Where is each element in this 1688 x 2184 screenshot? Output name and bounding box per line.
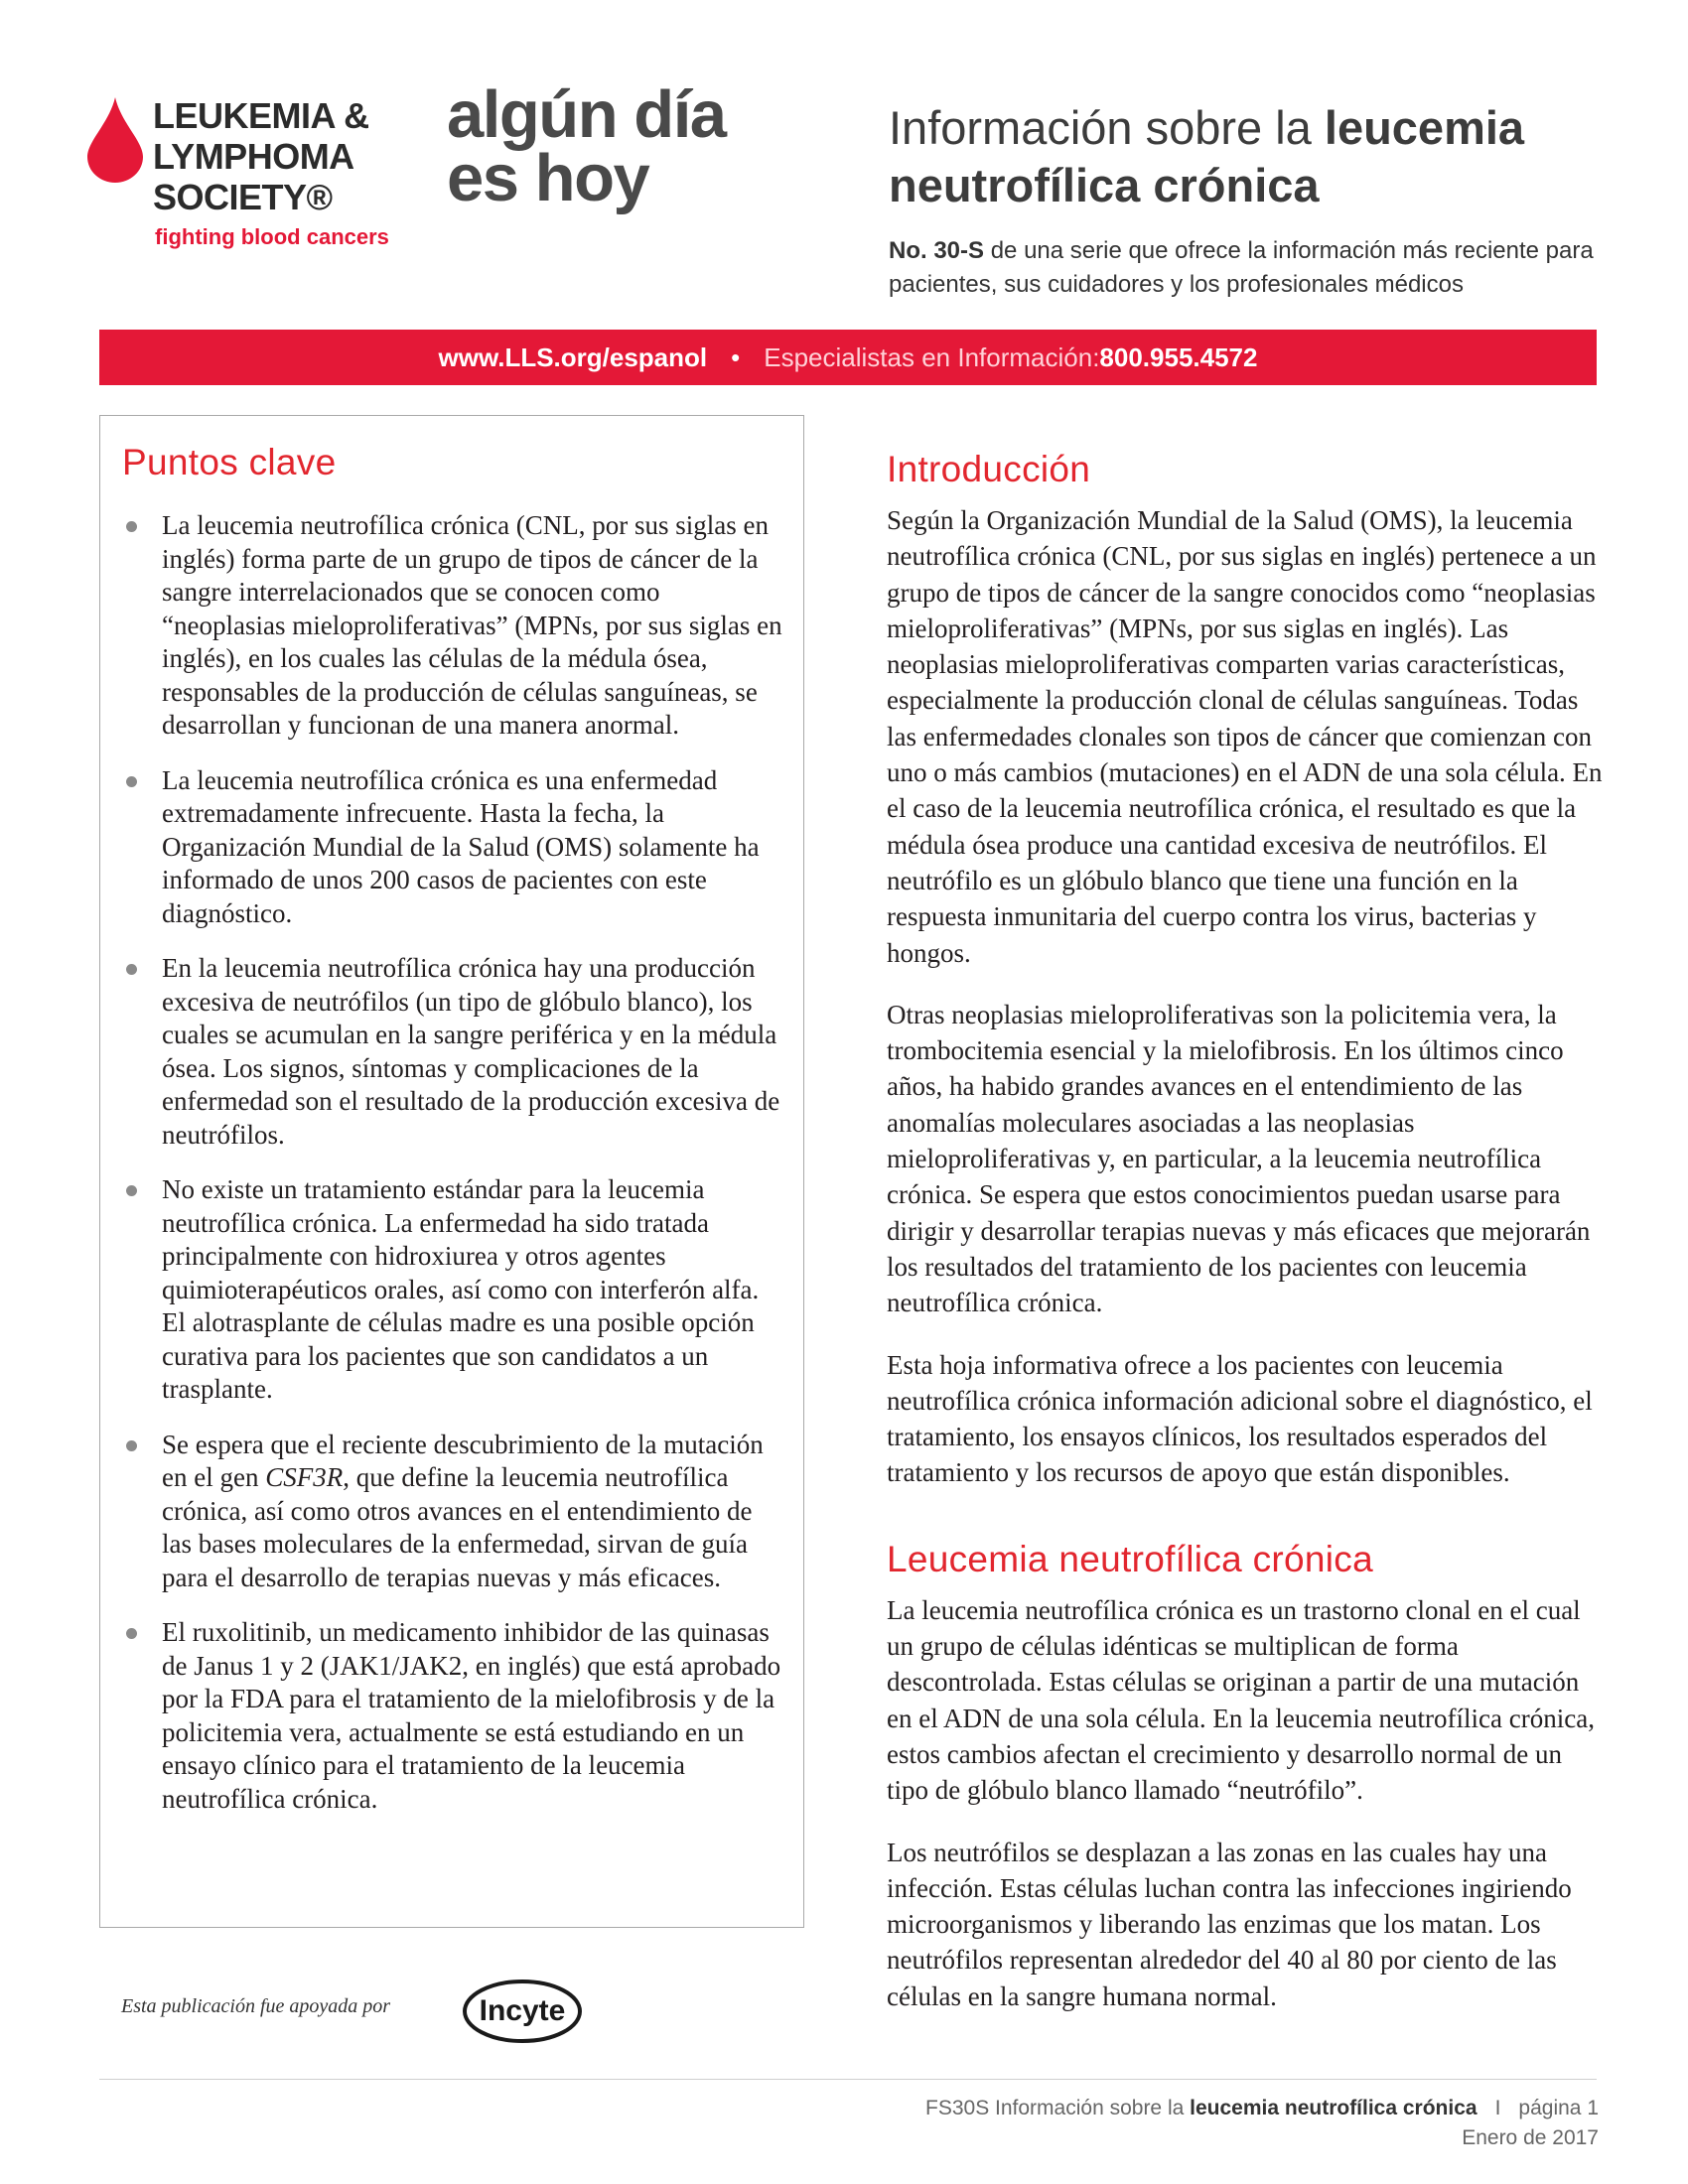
document-title-bold: leucemia — [1324, 101, 1525, 154]
key-point-item: Se espera que el reciente descubrimiento de la mutación en el gen CSF3R, que define la leucemia neutrofílica crónica, así como otros avances en el entendimiento de las bases moleculares de la enfermedad, sirvan de guía para el desarrollo de terapias nuevas y más eficaces. — [100, 1429, 805, 1595]
document-title-bold: neutrofílica crónica — [889, 159, 1320, 211]
cnl-section-paragraph: Los neutrófilos se desplazan a las zonas en las cuales hay una infección. Estas células luchan contra las infecciones ingiriendo microorganismos y liberando las enzimas que los matan. Los neutrófilos representan alrededor del 40 al 80 por ciento de las células en la sangre humana normal. — [887, 1837, 1572, 2011]
lls-logo — [87, 89, 437, 258]
footer-pipe: I — [1494, 2097, 1501, 2119]
cnl-section-paragraph: La leucemia neutrofílica crónica es un trastorno clonal en el cual un grupo de células idénticas se multiplican de forma descontrolada. Estas células se originan a partir de una mutación en el ADN de una sola célula. En la leucemia neutrofílica crónica, estos cambios afectan el crecimiento y desarrollo normal de un tipo de glóbulo blanco llamado “neutrófilo”. — [887, 1594, 1595, 1806]
cnl-section-heading: Leucemia neutrofílica crónica — [887, 1538, 1373, 1579]
introduction-paragraph: Otras neoplasias mieloproliferativas son la policitemia vera, la trombocitemia esencial y la mielofibrosis. En los últimos cinco años, ha habido grandes avances en el entendimiento de las anomalías moleculares asociadas a las neoplasias mieloproliferativas y, en particular, a la leucemia neutrofílica crónica. Se espera que estos conocimientos puedan usarse para dirigir y desarrollar terapias nuevas y más eficaces que mejorarán los resultados del tratamiento de los pacientes con leucemia neutrofílica crónica. — [887, 999, 1591, 1318]
organization-name — [153, 95, 369, 217]
incyte-logo — [459, 1976, 586, 2047]
footer-topic: leucemia neutrofílica crónica — [1190, 2097, 1477, 2119]
key-point-item: No existe un tratamiento estándar para la leucemia neutrofílica crónica. La enfermedad ha sido tratada principalmente con hidroxiurea y otros agentes quimioterapéuticos orales, así como con interferón alfa. El alotrasplante de células madre es una posible opción curativa para los pacientes que son candidatos a un trasplante. — [100, 1173, 805, 1407]
website-link[interactable]: www.LLS.org/espanol — [438, 341, 708, 372]
organization-name-line: LYMPHOMA — [153, 136, 354, 177]
page-number: página 1 — [1518, 2097, 1599, 2119]
document-title — [889, 99, 1604, 214]
key-point-item: En la leucemia neutrofílica crónica hay una producción excesiva de neutrófilos (un tipo de glóbulo blanco), los cuales se acumulan en la sangre periférica y en la médula ósea. Los signos, síntomas y complicaciones de la enfermedad son el resultado de la producción excesiva de neutrófilos. — [100, 952, 805, 1152]
phone-number[interactable]: 800.955.4572 — [1099, 341, 1258, 372]
main-content — [887, 447, 1604, 2040]
key-point-item: La leucemia neutrofílica crónica (CNL, por sus siglas en inglés) forma parte de un grupo de tipos de cáncer de la sangre interrelacionados que se conocen como “neoplasias mieloproliferativas” (MPNs, por sus siglas en inglés), en los cuales las células de la médula ósea, responsables de la producción de células sanguíneas, se desarrollan y funcionan de una manera anormal. — [100, 509, 805, 743]
series-description — [889, 234, 1614, 302]
organization-name-line: LEUKEMIA & — [153, 95, 369, 136]
sponsor-note: Esta publicación fue apoyada por — [121, 1995, 391, 2017]
introduction-paragraph: Esta hoja informativa ofrece a los pacientes con leucemia neutrofílica crónica información adicional sobre el diagnóstico, el tratamiento, los ensayos clínicos, los resultados esperados del tratamiento y los recursos de apoyo que están disponibles. — [887, 1349, 1593, 1488]
footer-code: FS30S Información sobre la — [925, 2097, 1191, 2119]
campaign-slogan — [447, 77, 726, 215]
key-point-item: El ruxolitinib, un medicamento inhibidor de las quinasas de Janus 1 y 2 (JAK1/JAK2, en inglés) que está aprobado por la FDA para el tratamiento de la mielofibrosis y de la policitemia vera, actualmente se está estudiando en un ensayo clínico para el tratamiento de la leucemia neutrofílica crónica. — [100, 1616, 805, 1816]
campaign-slogan-line: es hoy — [447, 141, 649, 215]
bar-separator: • — [731, 341, 741, 372]
specialists-label: Especialistas en Información: — [764, 341, 1100, 372]
key-point-item: La leucemia neutrofílica crónica es una enfermedad extremadamente infrecuente. Hasta la fecha, la Organización Mundial de la Salud (OMS) solamente ha informado de unos 200 casos de pacientes con este diagnóstico. — [100, 764, 805, 931]
organization-tagline: fighting blood cancers — [155, 224, 389, 249]
blood-drop-icon — [87, 97, 143, 183]
document-title-regular: Información sobre la — [889, 101, 1325, 154]
incyte-logo-text: Incyte — [479, 1994, 566, 2027]
campaign-slogan-line: algún día — [447, 77, 726, 152]
series-text: de una serie que ofrece la información más reciente para pacientes, sus cuidadores y los profesionales médicos — [889, 237, 1594, 298]
publication-date: Enero de 2017 — [1462, 2126, 1599, 2149]
footer-divider — [99, 2079, 1597, 2080]
key-points-title: Puntos clave — [122, 442, 337, 482]
key-points-box — [99, 415, 804, 1928]
introduction-heading: Introducción — [887, 449, 1091, 489]
gene-name: CSF3R — [265, 1462, 344, 1492]
contact-bar — [99, 330, 1597, 385]
key-points-list — [100, 509, 805, 1838]
series-number: No. 30-S — [889, 237, 985, 264]
footer-reference — [925, 2097, 1599, 2120]
introduction-paragraph: Según la Organización Mundial de la Salud (OMS), la leucemia neutrofílica crónica (CNL, por sus siglas en inglés) pertenece a un grupo de tipos de cáncer de la sangre conocidos como “neoplasias mieloproliferativas” (MPNs, por sus siglas en inglés). Las neoplasias mieloproliferativas comparten varias características, especialmente la producción clonal de células sanguíneas. Todas las enfermedades clonales son tipos de cáncer que comienzan con uno o más cambios (mutaciones) en el ADN de una sola célula. En el caso de la leucemia neutrofílica crónica, el resultado es que la médula ósea produce una cantidad excesiva de neutrófilos. El neutrófilo es un glóbulo blanco que tiene una función en la respuesta inmunitaria del cuerpo contra los virus, bacterias y hongos. — [887, 505, 1603, 968]
organization-name-line: SOCIETY® — [153, 177, 333, 217]
